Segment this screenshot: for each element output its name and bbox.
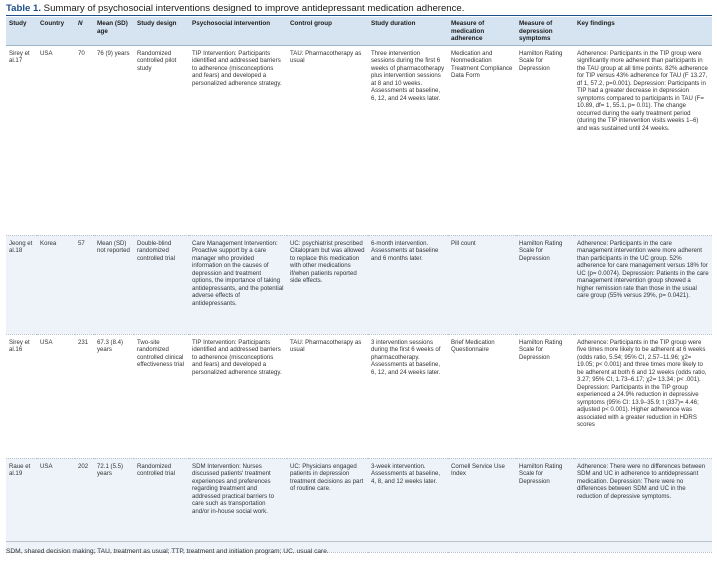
cell-control: UC: psychiatrist prescribed Citalopram but was allowed to replace this medication with other medications if/when patients reported side effects.	[287, 235, 368, 334]
cell-country: USA	[37, 334, 75, 458]
cell-n: 57	[75, 235, 94, 334]
cell-duration: 6-month intervention. Assessments at baseline and 6 months later.	[368, 235, 448, 334]
cell-n: 202	[75, 458, 94, 552]
cell-depression: Hamilton Rating Scale for Depression	[516, 235, 574, 334]
col-header-age: Mean (SD) age	[94, 17, 134, 45]
cell-control: UC: Physicians engaged patients in depression treatment decisions as part of routine care.	[287, 458, 368, 552]
col-header-design: Study design	[134, 17, 189, 45]
cell-adherence: Medication and Nonmedication Treatment Compliance Data Form	[448, 45, 516, 235]
col-header-adherence: Measure of medication adherence	[448, 17, 516, 45]
table-row	[6, 235, 712, 334]
cell-intervention: SDM Intervention: Nurses discussed patients' treatment experiences and preferences regarding treatment and addressed practical barriers to care such as transportation and/or in-house social work.	[189, 458, 287, 552]
table-row	[6, 45, 712, 235]
cell-intervention: TIP Intervention: Participants identified and addressed barriers to adherence (misconceptions and fears) and developed a personalized adherence strategy.	[189, 334, 287, 458]
header-row	[6, 17, 712, 45]
cell-intervention: TIP Intervention: Participants identified and addressed barriers to adherence (misconceptions and fears) and developed a personalized adherence strategy.	[189, 45, 287, 235]
table-caption	[6, 3, 464, 14]
col-header-findings: Key findings	[574, 17, 712, 45]
col-header-intervention: Psychosocial intervention	[189, 17, 287, 45]
cell-age: 67.3 (8.4) years	[94, 334, 134, 458]
col-header-country: Country	[37, 17, 75, 45]
cell-duration: 3-week intervention. Assessments at baseline, 4, 8, and 12 weeks later.	[368, 458, 448, 552]
interventions-table	[6, 17, 712, 553]
cell-depression: Hamilton Rating Scale for Depression	[516, 45, 574, 235]
cell-study: Raue et al.19	[6, 458, 37, 552]
cell-n: 70	[75, 45, 94, 235]
cell-depression: Hamilton Rating Scale for Depression	[516, 334, 574, 458]
table-row	[6, 334, 712, 458]
cell-design: Double-blind randomized controlled trial	[134, 235, 189, 334]
cell-adherence: Brief Medication Questionnaire	[448, 334, 516, 458]
footnote-rule	[6, 541, 712, 542]
col-header-control: Control group	[287, 17, 368, 45]
cell-intervention: Care Management Intervention: Proactive support by a care manager who provided information on the causes of depression and treatment options, the importance of taking antidepressants, and the potential adverse effects of antidepressants.	[189, 235, 287, 334]
cell-design: Randomized controlled pilot study	[134, 45, 189, 235]
cell-control: TAU: Pharmacotherapy as usual	[287, 45, 368, 235]
cell-study: Jeong et al.18	[6, 235, 37, 334]
cell-duration: Three intervention sessions during the first 6 weeks of pharmacotherapy plus intervention sessions at 8 and 10 weeks. Assessments at baseline, 6, 12, and 24 weeks later.	[368, 45, 448, 235]
table-footnote: SDM, shared decision making; TAU, treatment as usual; TTP, treatment and initiation program; UC, usual care.	[6, 548, 329, 555]
caption-rule	[6, 15, 712, 16]
cell-n: 231	[75, 334, 94, 458]
cell-country: USA	[37, 45, 75, 235]
cell-adherence: Cornell Service Use Index	[448, 458, 516, 552]
cell-age: 72.1 (5.5) years	[94, 458, 134, 552]
col-header-study: Study	[6, 17, 37, 45]
cell-design: Two-site randomized controlled clinical effectiveness trial	[134, 334, 189, 458]
table-label: Table 1.	[6, 3, 42, 14]
cell-age: 76 (9) years	[94, 45, 134, 235]
cell-country: USA	[37, 458, 75, 552]
cell-age: Mean (SD) not reported	[94, 235, 134, 334]
cell-findings: Adherence: Participants in the care management intervention were more adherent than participants in the UC group. 52% adherence for care management versus 18% for UC (p= 0.0074). Depression: Patients in the care management intervention group showed a higher remission rate than those in the usual care group (55% versus 29%, p= 0.0421).	[574, 235, 712, 334]
cell-design: Randomized controlled trial	[134, 458, 189, 552]
cell-findings: Adherence: Participants in the TIP group were five times more likely to be adherent at 6 weeks (odds ratio, 5.54; 95% CI, 2.57–11.96; χ2= 19.05; p< 0.001) and three times more likely to be adherent at both 6 and 12 weeks (odds ratio, 3.27; 95% CI, 1.73–6.17; χ2= 13.34; p< .001). Depression: Participants in the TIP group experienced a 24.9% reduction in depressive symptoms (95% CI: 13.9–35.9; t (337)= 4.46; adjusted p< 0.001). Higher adherence was associated with a greater reduction in HDRS scores	[574, 334, 712, 458]
table-title: Summary of psychosocial interventions designed to improve antidepressant medication adherence.	[41, 3, 465, 14]
cell-duration: 3 intervention sessions during the first 6 weeks of pharmacotherapy. Assessments at baseline, 6, 12, and 24 weeks later.	[368, 334, 448, 458]
cell-control: TAU: Pharmacotherapy as usual	[287, 334, 368, 458]
col-header-depression: Measure of depression symptoms	[516, 17, 574, 45]
cell-study: Sirey et al.17	[6, 45, 37, 235]
cell-findings: Adherence: Participants in the TIP group were significantly more adherent than participants in the TAU group at all time points. 82% adherence for TIP versus 43% adherence for TAU (F 13.27, df 1, 57.2, p=0.001). Depression: Participants in TIP had a greater decrease in depression symptoms compared to participants in TAU (F= 10.89, df= 1, 55.1, p= 0.01). The change occurred during the early treatment period (during the TIP intervention visits weeks 1–6) and was sustained until 24 weeks.	[574, 45, 712, 235]
cell-findings: Adherence: There were no differences between SDM and UC in adherence to antidepressant medication. Depression: There were no differences between SDM and UC in the reduction of depressive symptoms.	[574, 458, 712, 552]
cell-study: Sirey et al.16	[6, 334, 37, 458]
table-container	[6, 17, 712, 553]
col-header-duration: Study duration	[368, 17, 448, 45]
table-row	[6, 458, 712, 552]
cell-country: Korea	[37, 235, 75, 334]
cell-adherence: Pill count	[448, 235, 516, 334]
col-header-n: N	[75, 17, 94, 45]
cell-depression: Hamilton Rating Scale for Depression	[516, 458, 574, 552]
